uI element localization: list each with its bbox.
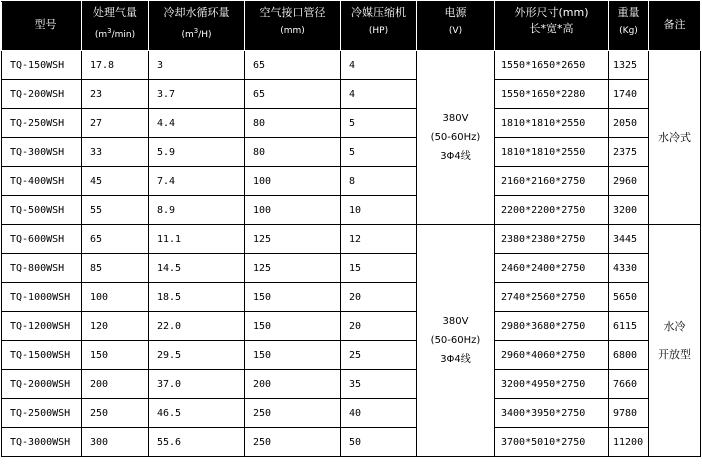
cell-model: TQ-800WSH (2, 254, 82, 283)
cell-model: TQ-2500WSH (2, 399, 82, 428)
table-row (2, 167, 701, 196)
cell-hp: 4 (341, 51, 417, 80)
table-row (2, 254, 701, 283)
cell-size: 3400*3950*2750 (495, 399, 609, 428)
cell-size: 1550*1650*2650 (495, 51, 609, 80)
cell-pipe: 65 (245, 51, 341, 80)
header-pipe: 空气接口管径 (mm) (245, 2, 341, 51)
remark-cell (649, 51, 701, 225)
power-phase: 3Φ4线 (440, 151, 471, 162)
header-remark: 备注 (649, 2, 701, 51)
cell-weight: 7660 (609, 370, 649, 399)
cell-pipe: 200 (245, 370, 341, 399)
header-weight: 重量 (Kg) (609, 2, 649, 51)
cell-weight: 6115 (609, 312, 649, 341)
cell-model: TQ-500WSH (2, 196, 82, 225)
cell-size: 1810*1810*2550 (495, 109, 609, 138)
cell-weight: 2050 (609, 109, 649, 138)
cell-flow: 85 (82, 254, 149, 283)
cell-hp: 20 (341, 283, 417, 312)
cell-flow: 17.8 (82, 51, 149, 80)
cell-flow: 33 (82, 138, 149, 167)
power-voltage: 380V (442, 316, 469, 327)
cell-size: 2740*2560*2750 (495, 283, 609, 312)
cell-pipe: 150 (245, 283, 341, 312)
table-row (2, 370, 701, 399)
cell-pipe: 100 (245, 196, 341, 225)
cell-weight: 2960 (609, 167, 649, 196)
cell-water: 4.4 (149, 109, 245, 138)
cell-water: 11.1 (149, 225, 245, 254)
cell-pipe: 125 (245, 225, 341, 254)
cell-flow: 45 (82, 167, 149, 196)
cell-hp: 4 (341, 80, 417, 109)
remark-line2: 开放型 (658, 347, 691, 361)
cell-flow: 120 (82, 312, 149, 341)
cell-water: 22.0 (149, 312, 245, 341)
cell-pipe: 100 (245, 167, 341, 196)
cell-size: 3200*4950*2750 (495, 370, 609, 399)
cell-pipe: 80 (245, 138, 341, 167)
remark-cell (649, 225, 701, 457)
power-freq: (50-60Hz) (430, 335, 481, 346)
table-body (2, 51, 701, 457)
header-power: 电源 (V) (417, 2, 495, 51)
cell-size: 1810*1810*2550 (495, 138, 609, 167)
power-spec (417, 51, 495, 225)
cell-hp: 20 (341, 312, 417, 341)
cell-size: 1550*1650*2280 (495, 80, 609, 109)
power-phase: 3Φ4线 (440, 354, 471, 365)
table-row (2, 109, 701, 138)
cell-flow: 100 (82, 283, 149, 312)
cell-water: 14.5 (149, 254, 245, 283)
cell-weight: 4330 (609, 254, 649, 283)
table-row (2, 283, 701, 312)
cell-size: 2460*2400*2750 (495, 254, 609, 283)
cell-pipe: 80 (245, 109, 341, 138)
table-row (2, 312, 701, 341)
cell-model: TQ-1000WSH (2, 283, 82, 312)
cell-flow: 65 (82, 225, 149, 254)
cell-weight: 6800 (609, 341, 649, 370)
cell-hp: 25 (341, 341, 417, 370)
table-row (2, 399, 701, 428)
cell-hp: 15 (341, 254, 417, 283)
cell-weight: 5650 (609, 283, 649, 312)
dryer-spec-table (1, 1, 701, 457)
header-size: 外形尺寸(mm) 长*宽*高 (495, 2, 609, 51)
cell-water: 37.0 (149, 370, 245, 399)
cell-flow: 250 (82, 399, 149, 428)
cell-water: 46.5 (149, 399, 245, 428)
cell-model: TQ-1200WSH (2, 312, 82, 341)
table-row (2, 51, 701, 80)
remark-line1: 水冷式 (658, 130, 691, 144)
cell-hp: 35 (341, 370, 417, 399)
cell-model: TQ-300WSH (2, 138, 82, 167)
power-voltage: 380V (442, 113, 469, 124)
cell-hp: 40 (341, 399, 417, 428)
cell-flow: 200 (82, 370, 149, 399)
cell-model: TQ-250WSH (2, 109, 82, 138)
cell-model: TQ-2000WSH (2, 370, 82, 399)
cell-water: 7.4 (149, 167, 245, 196)
cell-flow: 55 (82, 196, 149, 225)
header-compressor: 冷媒压缩机 (HP) (341, 2, 417, 51)
cell-pipe: 65 (245, 80, 341, 109)
cell-hp: 5 (341, 138, 417, 167)
cell-weight: 3445 (609, 225, 649, 254)
cell-pipe: 125 (245, 254, 341, 283)
cell-size: 3700*5010*2750 (495, 428, 609, 457)
cell-pipe: 250 (245, 399, 341, 428)
cell-weight: 11200 (609, 428, 649, 457)
cell-model: TQ-3000WSH (2, 428, 82, 457)
cell-water: 5.9 (149, 138, 245, 167)
cell-flow: 150 (82, 341, 149, 370)
cell-water: 3 (149, 51, 245, 80)
cell-hp: 50 (341, 428, 417, 457)
cell-hp: 12 (341, 225, 417, 254)
header-water: 冷却水循环量 $(m^3/H)$ (149, 2, 245, 51)
cell-model: TQ-1500WSH (2, 341, 82, 370)
table-row (2, 138, 701, 167)
cell-water: 55.6 (149, 428, 245, 457)
table-row (2, 196, 701, 225)
header-row (2, 2, 701, 51)
cell-hp: 8 (341, 167, 417, 196)
cell-hp: 10 (341, 196, 417, 225)
cell-water: 3.7 (149, 80, 245, 109)
cell-flow: 300 (82, 428, 149, 457)
cell-flow: 23 (82, 80, 149, 109)
cell-water: 29.5 (149, 341, 245, 370)
power-spec (417, 225, 495, 457)
cell-size: 2200*2200*2750 (495, 196, 609, 225)
table-row (2, 428, 701, 457)
remark-line1: 水冷 (663, 319, 686, 333)
header-model: 型号 (2, 2, 82, 51)
cell-hp: 5 (341, 109, 417, 138)
cell-model: TQ-150WSH (2, 51, 82, 80)
power-freq: (50-60Hz) (430, 132, 481, 143)
cell-weight: 3200 (609, 196, 649, 225)
header-flow: 处理气量 $(m^3/\min)$ (82, 2, 149, 51)
cell-weight: 1740 (609, 80, 649, 109)
cell-flow: 27 (82, 109, 149, 138)
cell-pipe: 150 (245, 341, 341, 370)
cell-size: 2160*2160*2750 (495, 167, 609, 196)
cell-pipe: 150 (245, 312, 341, 341)
table-row (2, 80, 701, 109)
cell-model: TQ-600WSH (2, 225, 82, 254)
cell-pipe: 250 (245, 428, 341, 457)
cell-weight: 1325 (609, 51, 649, 80)
cell-weight: 9780 (609, 399, 649, 428)
table-row (2, 225, 701, 254)
cell-model: TQ-400WSH (2, 167, 82, 196)
cell-water: 8.9 (149, 196, 245, 225)
table-row (2, 341, 701, 370)
cell-size: 2960*4060*2750 (495, 341, 609, 370)
cell-weight: 2375 (609, 138, 649, 167)
cell-size: 2380*2380*2750 (495, 225, 609, 254)
cell-water: 18.5 (149, 283, 245, 312)
cell-model: TQ-200WSH (2, 80, 82, 109)
cell-size: 2980*3680*2750 (495, 312, 609, 341)
